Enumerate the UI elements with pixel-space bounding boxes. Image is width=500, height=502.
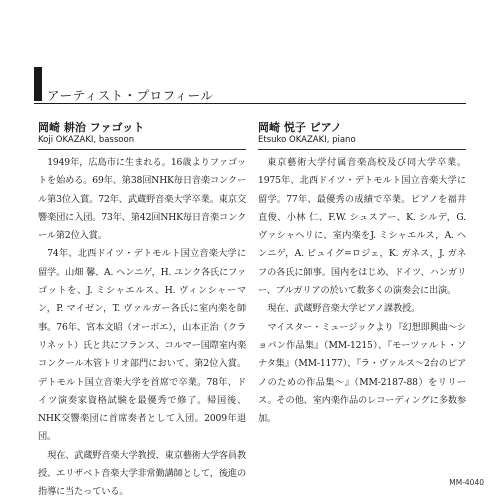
bio-paragraph: 現在、武蔵野音楽大学教授、東京藝術大学客員教授、エリザベト音楽大学非常勤講師として，後進の指導に当たっている。 [38, 449, 247, 498]
bio-paragraph: 1949年，広島市に生まれる。16歳よりファゴットを始める。69年、第38回NHK毎日音楽コンクール第3位入賞。72年、武蔵野音楽大学卒業。東京交響楽団に入団。73年、第42回NHK毎日音楽コンクール第2位入賞。 [38, 157, 246, 242]
catalog-number: MM-4040 [449, 478, 484, 487]
artist-name-en: Etsuko OKAZAKI, piano [258, 135, 356, 145]
artist-name-jp: 岡崎 悦子 ピアノ [258, 121, 342, 134]
bio-paragraph: マイスター・ミュージックより『幻想即興曲～ショパン作品集』（MM-1215）、『モーツァルト・ソナタ集』（MM-1177）、『ラ・ヴァルス～2台のピアノのための作品集～』（MM-2187-88）をリリース。その他、室内楽作品のレコーディングに多数参加。 [258, 321, 466, 425]
bio-paragraph: 74年、北西ドイツ・デトモルト国立音楽大学に留学。山畑 馨、A. ヘンニゲ，H. ユンク各氏にファゴットを、J. ミシャエルス、H. ヴィンシャーマン，P. マイゼン，T. ヴァルガー各氏に室内楽を師事。76年、宮本文昭（オーボエ），山本正治（クラリネット）氏と共にフランス、コルマー国際室内楽コンクール木管トリオ部門において、第2位入賞。デトモルト国立音楽大学を首席で卒業。78年、ドイツ演奏家資格試験を最優秀で修了。帰国後、NHK交響楽団に首席奏者として入団。2009年退団。 [38, 248, 246, 443]
bio-etsuko-okazaki [258, 121, 466, 428]
section-title-bar [34, 67, 42, 101]
bio-paragraph: 東京藝術大学付属音楽高校及び同大学卒業。1975年、北西ドイツ・デトモルト国立音楽大学に留学。77年、最優秀の成績で卒業。ピアノを福井直俊、小林 仁、F.W. シュスアー、K. シルデ，G. ヴァシャヘリに、室内楽をJ. ミシャエルス，A. ヘンニゲ，A. ビュイグ=ロジェ，K. ガネス，J. ガネフの各氏に師事。国内をはじめ、ドイツ、ハンガリー、ブルガリアの於いて数多くの演奏会に出演。 [258, 157, 466, 297]
artist-name-en: Koji OKAZAKI, bassoon [38, 135, 135, 145]
title-divider [34, 103, 466, 104]
bio-paragraph: 現在、武蔵野音楽大学ピアノ課教授。 [267, 303, 421, 315]
name-divider [258, 149, 466, 150]
artist-name-jp: 岡崎 耕治 ファゴット [38, 121, 145, 134]
bio-koji-okazaki [38, 121, 246, 502]
section-title: アーティスト・プロフィール [47, 88, 214, 103]
name-divider [38, 149, 246, 150]
